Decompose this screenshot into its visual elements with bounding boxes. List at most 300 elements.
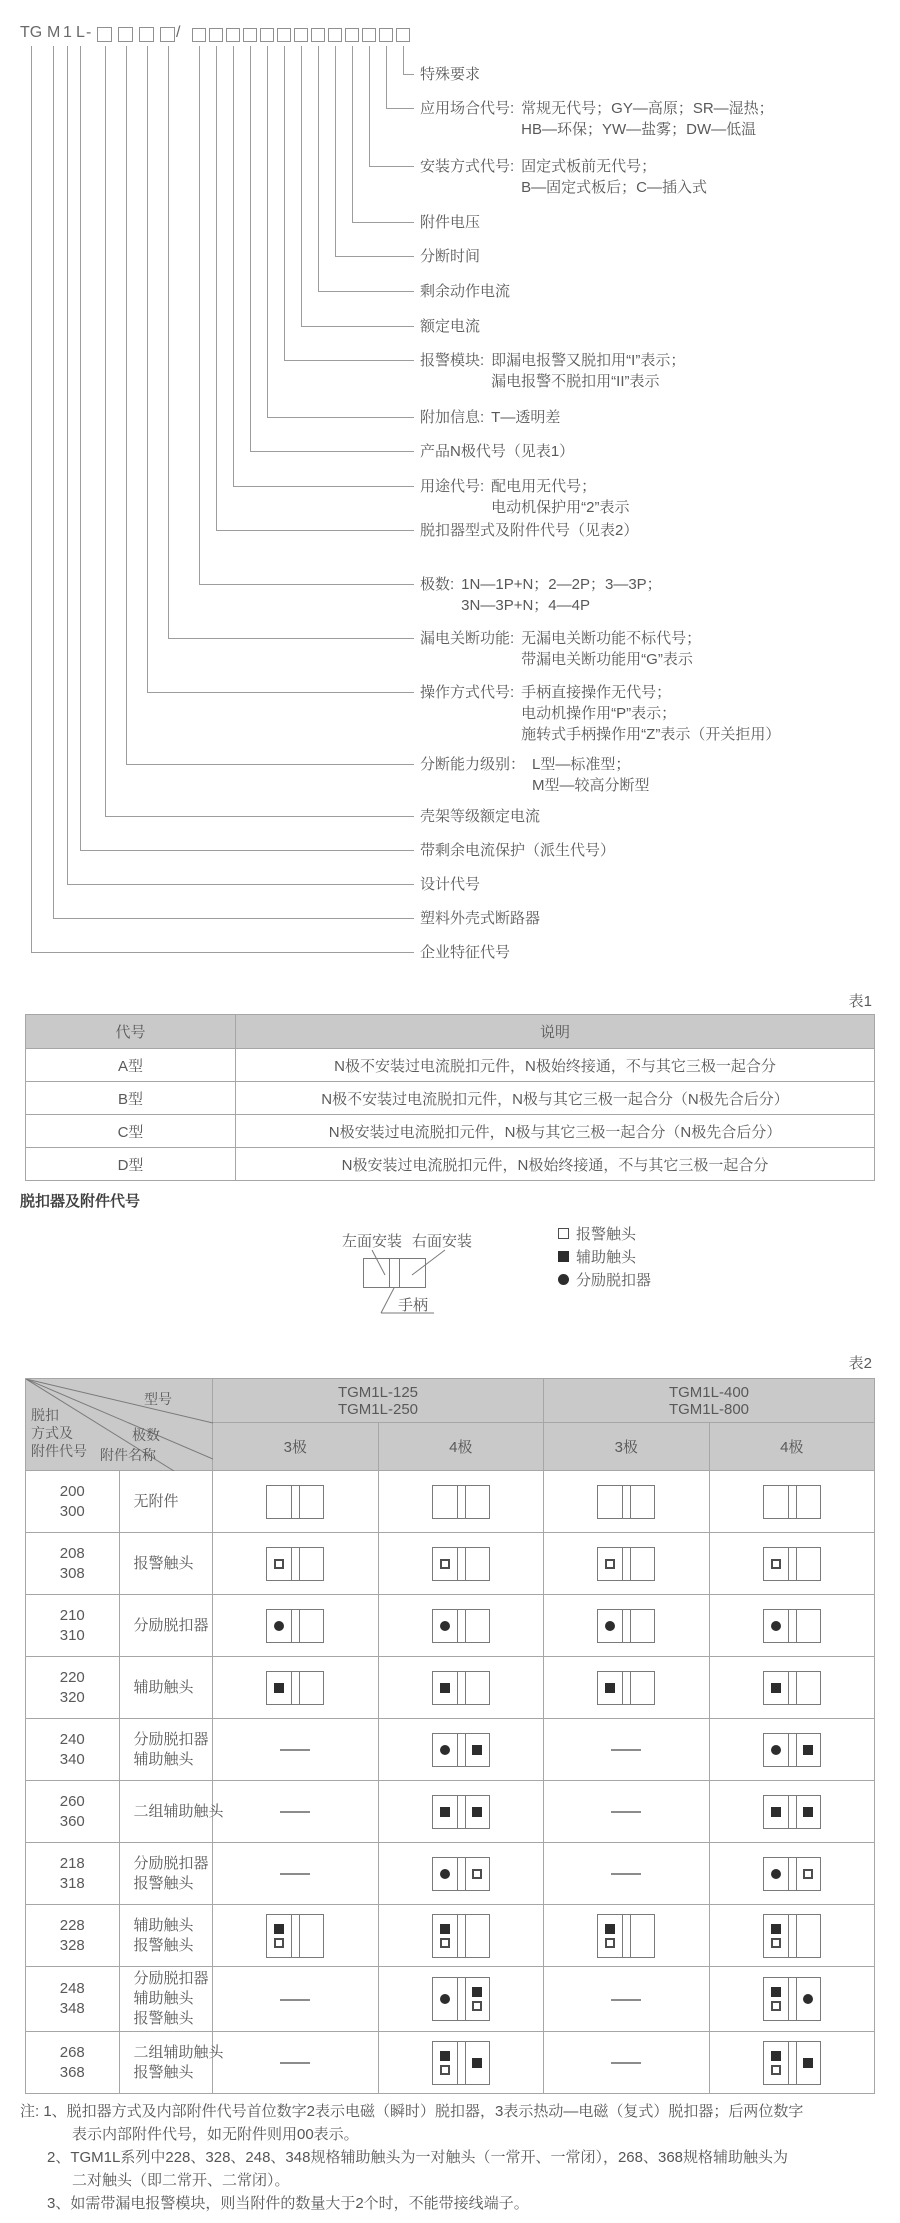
tree-label bbox=[420, 212, 487, 233]
symbol-strip-line bbox=[291, 1548, 292, 1580]
symbol-strip-line bbox=[796, 1610, 797, 1642]
breaker-symbol bbox=[763, 1795, 821, 1829]
aux-contact-marker bbox=[274, 1924, 284, 1934]
tree-label-title: 附件电压 bbox=[420, 214, 481, 231]
dot-filled-icon bbox=[558, 1274, 569, 1285]
attachment-name-cell bbox=[119, 1843, 213, 1905]
breaker-symbol bbox=[597, 1547, 655, 1581]
breaker-symbol bbox=[266, 1671, 324, 1705]
symbol-cell bbox=[544, 1595, 710, 1657]
attachment-name: 分励脱扣器 bbox=[133, 1970, 209, 1987]
note-line: 3、如需带漏电报警模块，则当附件的数量大于2个时，不能带接线端子。 bbox=[47, 2195, 529, 2212]
table1-cell: D型 bbox=[26, 1148, 236, 1181]
leader-vline bbox=[80, 46, 81, 850]
tree-label-desc-line: 带漏电关断功能用“G”表示 bbox=[521, 651, 693, 668]
symbol-strip-line bbox=[465, 1734, 466, 1766]
aux-contact-marker bbox=[771, 1987, 781, 1997]
aux-contact-marker bbox=[440, 2051, 450, 2061]
tree-label-title: 产品N极代号（见表1） bbox=[420, 443, 575, 460]
model-code-box bbox=[328, 28, 342, 42]
attachment-name-cell bbox=[119, 1781, 224, 1843]
table2-pole-header: 4极 bbox=[709, 1423, 875, 1471]
table2 bbox=[25, 1378, 875, 2094]
model-code-box bbox=[118, 27, 133, 42]
leader-vline bbox=[318, 46, 319, 291]
tree-label bbox=[420, 407, 560, 428]
tree-label-title: 额定电流 bbox=[420, 318, 481, 335]
table2-header-row-1 bbox=[26, 1379, 875, 1423]
attachment-name-cell bbox=[119, 2032, 224, 2094]
leader-hline bbox=[301, 326, 414, 327]
tree-label-desc-line: 即漏电报警又脱扣用“I”表示； bbox=[491, 352, 686, 369]
symbol-strip-line bbox=[291, 1672, 292, 1704]
tree-label-title: 塑料外壳式断路器 bbox=[420, 910, 541, 927]
tree-label-title: 应用场合代号: bbox=[420, 100, 515, 117]
leader-vline bbox=[216, 46, 217, 530]
aux-contact-marker bbox=[472, 1807, 482, 1817]
breaker-symbol bbox=[432, 1795, 490, 1829]
table2-row bbox=[26, 1967, 875, 2032]
symbol-strip-line bbox=[465, 1610, 466, 1642]
model-name: TGM1L-400 bbox=[668, 1383, 750, 1401]
attachment-name-cell bbox=[119, 1657, 213, 1719]
breaker-symbol bbox=[763, 1857, 821, 1891]
symbol-strip-line bbox=[457, 2042, 458, 2084]
trip-code: 300 bbox=[59, 1502, 85, 1520]
symbol-strip-line bbox=[299, 1672, 300, 1704]
table1-header-row bbox=[26, 1015, 875, 1049]
tree-label-desc bbox=[521, 628, 701, 670]
shunt-release-marker bbox=[771, 1869, 781, 1879]
trip-code-cell bbox=[26, 1471, 120, 1533]
symbol-strip-line bbox=[622, 1486, 623, 1518]
tree-label bbox=[420, 520, 645, 541]
symbol-cell bbox=[709, 1595, 875, 1657]
attachment-name: 分励脱扣器 bbox=[133, 1616, 209, 1634]
tree-label-desc-line: 施转式手柄操作用“Z”表示（开关拒用） bbox=[521, 726, 781, 743]
right-mount-label: 右面安装 bbox=[412, 1233, 473, 1250]
model-code-box bbox=[226, 28, 240, 42]
trip-code: 320 bbox=[59, 1688, 85, 1706]
tree-label-title: 脱扣器型式及附件代号（见表2） bbox=[420, 522, 639, 539]
tree-label bbox=[420, 628, 701, 670]
trip-code: 360 bbox=[59, 1812, 85, 1830]
no-option-dash bbox=[280, 2062, 310, 2064]
symbol-cell bbox=[544, 1657, 710, 1719]
tree-label bbox=[420, 476, 630, 518]
shunt-release-marker bbox=[274, 1621, 284, 1631]
symbol-strip-line bbox=[457, 1610, 458, 1642]
breaker-right-box bbox=[399, 1258, 426, 1288]
leader-vline bbox=[147, 46, 148, 692]
model-code-char: 1 bbox=[63, 24, 72, 41]
symbol-cell bbox=[213, 1843, 379, 1905]
leader-hline bbox=[284, 360, 414, 361]
table1-cell: N极安装过电流脱扣元件，N极与其它三极一起合分（N极先合后分） bbox=[236, 1115, 875, 1148]
model-code-tree bbox=[0, 0, 900, 990]
note-line: 二对触头（即二常开、二常闭）。 bbox=[72, 2172, 290, 2189]
symbol-strip-line bbox=[788, 1796, 789, 1828]
model-code-char: L bbox=[76, 24, 85, 41]
trip-code: 310 bbox=[59, 1626, 85, 1644]
breaker-symbol bbox=[763, 2041, 821, 2085]
tree-label-title: 分断能力级别： bbox=[420, 756, 526, 773]
symbol-strip-line bbox=[465, 1548, 466, 1580]
leader-vline bbox=[352, 46, 353, 222]
leader-vline bbox=[267, 46, 268, 417]
attachment-name: 二组辅助触头 bbox=[133, 2043, 224, 2061]
legend-item-label: 报警触头 bbox=[576, 1226, 637, 1243]
tree-label-desc-line: 电动机保护用“2”表示 bbox=[491, 499, 630, 516]
tree-label-title: 用途代号: bbox=[420, 478, 485, 495]
tree-label-title: 安装方式代号: bbox=[420, 158, 515, 175]
leader-hline bbox=[267, 417, 414, 418]
symbol-cell bbox=[213, 1595, 379, 1657]
symbol-cell bbox=[709, 1719, 875, 1781]
table1-header-cell: 说明 bbox=[236, 1015, 875, 1049]
leader-hline bbox=[168, 638, 414, 639]
no-option-dash bbox=[611, 1999, 641, 2001]
tree-label-title: 极数: bbox=[420, 576, 455, 593]
aux-contact-marker bbox=[472, 1745, 482, 1755]
symbol-cell bbox=[544, 2032, 710, 2094]
attachment-name: 报警触头 bbox=[133, 2063, 194, 2081]
symbol-cell bbox=[709, 2032, 875, 2094]
symbol-cell bbox=[544, 1719, 710, 1781]
notes bbox=[20, 2100, 890, 2215]
leader-hline bbox=[67, 884, 414, 885]
model-code-char: M bbox=[47, 24, 61, 41]
symbol-strip-line bbox=[465, 1796, 466, 1828]
no-option-dash bbox=[611, 1749, 641, 1751]
table2-corner-cell bbox=[26, 1379, 213, 1471]
trip-code: 208 bbox=[59, 1544, 85, 1562]
table1-header-cell: 代号 bbox=[26, 1015, 236, 1049]
no-option-dash bbox=[611, 1873, 641, 1875]
legend-item-label: 辅助触头 bbox=[576, 1249, 637, 1266]
tree-label-desc-line: 漏电报警不脱扣用“II”表示 bbox=[491, 373, 660, 390]
alarm-contact-marker bbox=[440, 1559, 450, 1569]
symbol-strip-line bbox=[796, 1978, 797, 2020]
breaker-symbol bbox=[763, 1977, 821, 2021]
leader-hline bbox=[250, 451, 414, 452]
symbol-cell bbox=[544, 1905, 710, 1967]
symbol-cell bbox=[709, 1533, 875, 1595]
model-code-box bbox=[345, 28, 359, 42]
table2-row bbox=[26, 1595, 875, 1657]
alarm-contact-marker bbox=[274, 1938, 284, 1948]
symbol-strip-line bbox=[796, 1672, 797, 1704]
tree-label bbox=[420, 574, 662, 616]
tree-label-desc bbox=[461, 574, 662, 616]
leader-vline bbox=[105, 46, 106, 816]
symbol-strip-line bbox=[291, 1915, 292, 1957]
table1-cell: N极不安装过电流脱扣元件，N极始终接通，不与其它三极一起合分 bbox=[236, 1049, 875, 1082]
symbol-cell bbox=[378, 1471, 544, 1533]
leader-hline bbox=[216, 530, 414, 531]
tree-label-desc-line: 无漏电关断功能不标代号； bbox=[521, 630, 702, 647]
aux-contact-marker bbox=[771, 1807, 781, 1817]
attachment-name: 辅助触头 bbox=[133, 1990, 194, 2007]
leader-vline bbox=[53, 46, 54, 918]
breaker-symbol bbox=[432, 1733, 490, 1767]
trip-code: 268 bbox=[59, 2043, 85, 2061]
alarm-contact-marker bbox=[440, 1938, 450, 1948]
symbol-cell bbox=[213, 1533, 379, 1595]
alarm-contact-marker bbox=[771, 1938, 781, 1948]
aux-contact-marker bbox=[605, 1683, 615, 1693]
model-code-box bbox=[294, 28, 308, 42]
alarm-contact-marker bbox=[803, 1869, 813, 1879]
tree-label-title: 漏电关断功能: bbox=[420, 630, 515, 647]
leader-vline bbox=[369, 46, 370, 166]
shunt-release-marker bbox=[440, 1994, 450, 2004]
table2-row bbox=[26, 1657, 875, 1719]
symbol-strip-line bbox=[465, 1978, 466, 2020]
leader-hline bbox=[335, 256, 414, 257]
breaker-symbol bbox=[432, 1671, 490, 1705]
alarm-contact-marker bbox=[440, 2065, 450, 2075]
symbol-strip-line bbox=[457, 1486, 458, 1518]
aux-contact-marker bbox=[771, 2051, 781, 2061]
symbol-cell bbox=[709, 1967, 875, 2032]
table1-row bbox=[26, 1148, 875, 1181]
leader-hline bbox=[31, 952, 414, 953]
table1-row bbox=[26, 1115, 875, 1148]
table2-row bbox=[26, 1471, 875, 1533]
tree-label-title: 特殊要求 bbox=[420, 66, 481, 83]
note-line: 2、TGM1L系列中228、328、248、348规格辅助触头为一对触头（一常开、一常闭），268、368规格辅助触头为 bbox=[47, 2149, 789, 2166]
symbol-strip-line bbox=[622, 1610, 623, 1642]
model-code-box bbox=[260, 28, 274, 42]
model-code-box bbox=[379, 28, 393, 42]
alarm-contact-marker bbox=[771, 2065, 781, 2075]
tree-label-title: 企业特征代号 bbox=[420, 944, 511, 961]
symbol-strip-line bbox=[796, 1858, 797, 1890]
table2-row bbox=[26, 1843, 875, 1905]
aux-contact-marker bbox=[440, 1924, 450, 1934]
handle-label: 手柄 bbox=[398, 1297, 429, 1314]
shunt-release-marker bbox=[803, 1994, 813, 2004]
corner-trip-label: 附件代号 bbox=[31, 1443, 87, 1459]
tree-label bbox=[420, 806, 547, 827]
tree-label-desc-line: 配电用无代号； bbox=[491, 478, 597, 495]
table1 bbox=[25, 1014, 875, 1181]
tree-label-desc-line: M型—较高分断型 bbox=[532, 777, 650, 794]
no-option-dash bbox=[280, 1873, 310, 1875]
trip-code: 220 bbox=[59, 1668, 85, 1686]
model-code-box bbox=[396, 28, 410, 42]
table2-row bbox=[26, 1533, 875, 1595]
symbol-strip-line bbox=[630, 1672, 631, 1704]
tree-label bbox=[420, 840, 622, 861]
trip-code-cell bbox=[26, 2032, 120, 2094]
leader-hline bbox=[352, 222, 414, 223]
aux-contact-marker bbox=[605, 1924, 615, 1934]
aux-contact-marker bbox=[771, 1924, 781, 1934]
leader-vline bbox=[126, 46, 127, 764]
breaker-symbol bbox=[597, 1609, 655, 1643]
symbol-strip-line bbox=[465, 2042, 466, 2084]
alarm-contact-marker bbox=[472, 2001, 482, 2011]
model-code-box bbox=[243, 28, 257, 42]
aux-contact-marker bbox=[771, 1683, 781, 1693]
symbol-strip-line bbox=[788, 1548, 789, 1580]
attachment-name-cell bbox=[119, 1719, 213, 1781]
symbol-cell bbox=[378, 1967, 544, 2032]
symbol-cell bbox=[378, 1719, 544, 1781]
symbol-strip-line bbox=[291, 1610, 292, 1642]
table1-caption: 表1 bbox=[848, 993, 872, 1010]
leader-hline bbox=[233, 486, 414, 487]
symbol-strip-line bbox=[788, 1734, 789, 1766]
corner-trip-label: 方式及 bbox=[31, 1425, 73, 1441]
symbol-cell bbox=[709, 1781, 875, 1843]
symbol-cell bbox=[544, 1471, 710, 1533]
tree-label-title: 设计代号 bbox=[420, 876, 481, 893]
tree-label bbox=[420, 98, 774, 140]
symbol-strip-line bbox=[465, 1672, 466, 1704]
leader-hline bbox=[199, 584, 414, 585]
symbol-strip-line bbox=[465, 1858, 466, 1890]
leader-hline bbox=[126, 764, 414, 765]
model-code-box bbox=[311, 28, 325, 42]
symbol-strip-line bbox=[622, 1548, 623, 1580]
corner-trip-label: 脱扣 bbox=[31, 1407, 59, 1423]
leader-vline bbox=[335, 46, 336, 256]
leader-hline bbox=[147, 692, 414, 693]
table1-cell: B型 bbox=[26, 1082, 236, 1115]
leader-vline bbox=[386, 46, 387, 108]
tree-label-desc-line: B—固定式板后；C—插入式 bbox=[521, 179, 708, 196]
symbol-cell bbox=[709, 1843, 875, 1905]
symbol-strip-line bbox=[457, 1858, 458, 1890]
symbol-cell bbox=[378, 1595, 544, 1657]
trip-section-title: 脱扣器及附件代号 bbox=[20, 1193, 141, 1210]
tree-label-desc-line: 固定式板前无代号； bbox=[521, 158, 657, 175]
tree-label-desc-line: T—透明差 bbox=[491, 409, 561, 426]
model-code-char: TG bbox=[20, 24, 43, 41]
corner-model-label: 型号 bbox=[144, 1391, 172, 1407]
tree-label bbox=[420, 874, 487, 895]
trip-code-cell bbox=[26, 1905, 120, 1967]
tree-label bbox=[420, 942, 517, 963]
trip-code: 200 bbox=[59, 1482, 85, 1500]
breaker-symbol bbox=[763, 1547, 821, 1581]
aux-contact-marker bbox=[440, 1683, 450, 1693]
model-code-box bbox=[160, 27, 175, 42]
trip-code: 210 bbox=[59, 1606, 85, 1624]
no-option-dash bbox=[611, 1811, 641, 1813]
breaker-symbol bbox=[266, 1485, 324, 1519]
tree-label-desc-line: L型—标准型； bbox=[532, 756, 631, 773]
symbol-strip-line bbox=[630, 1610, 631, 1642]
trip-code-cell bbox=[26, 1533, 120, 1595]
left-mount-label: 左面安装 bbox=[342, 1233, 403, 1250]
trip-code: 348 bbox=[59, 2000, 85, 2017]
model-name: TGM1L-125 bbox=[337, 1383, 419, 1401]
attachment-name: 报警触头 bbox=[133, 2010, 194, 2027]
breaker-symbol bbox=[763, 1914, 821, 1958]
symbol-strip-line bbox=[796, 1486, 797, 1518]
symbol-cell bbox=[213, 1719, 379, 1781]
no-option-dash bbox=[280, 1999, 310, 2001]
trip-code-cell bbox=[26, 1843, 120, 1905]
aux-contact-marker bbox=[803, 2058, 813, 2068]
legend-item bbox=[558, 1222, 651, 1245]
leader-hline bbox=[318, 291, 414, 292]
aux-contact-marker bbox=[472, 1987, 482, 1997]
shunt-release-marker bbox=[440, 1745, 450, 1755]
alarm-contact-marker bbox=[771, 2001, 781, 2011]
breaker-symbol bbox=[432, 2041, 490, 2085]
breaker-symbol bbox=[763, 1671, 821, 1705]
model-code-box bbox=[277, 28, 291, 42]
corner-poles-label: 极数 bbox=[132, 1427, 160, 1443]
table2-row bbox=[26, 1719, 875, 1781]
symbol-cell bbox=[378, 1657, 544, 1719]
table2-caption: 表2 bbox=[848, 1355, 872, 1372]
leader-hline bbox=[53, 918, 414, 919]
leader-hline bbox=[403, 74, 414, 75]
attachment-name: 分励脱扣器 bbox=[133, 1730, 209, 1748]
attachment-name-cell bbox=[119, 1533, 213, 1595]
aux-contact-marker bbox=[803, 1807, 813, 1817]
tree-label-desc bbox=[532, 754, 650, 796]
symbol-strip-line bbox=[457, 1548, 458, 1580]
table1-cell: N极安装过电流脱扣元件，N极始终接通，不与其它三极一起合分 bbox=[236, 1148, 875, 1181]
attachment-name: 二组辅助触头 bbox=[133, 1802, 224, 1820]
attachment-name: 报警触头 bbox=[133, 1874, 194, 1892]
tree-label bbox=[420, 246, 487, 267]
shunt-release-marker bbox=[771, 1745, 781, 1755]
breaker-symbol bbox=[432, 1857, 490, 1891]
table1-cell: C型 bbox=[26, 1115, 236, 1148]
trip-code-cell bbox=[26, 1781, 120, 1843]
attachment-name: 报警触头 bbox=[133, 1554, 194, 1572]
alarm-contact-marker bbox=[771, 1559, 781, 1569]
attachment-name: 辅助触头 bbox=[133, 1916, 194, 1934]
trip-code-cell bbox=[26, 1967, 120, 2032]
symbol-strip-line bbox=[457, 1796, 458, 1828]
trip-code-cell bbox=[26, 1657, 120, 1719]
symbol-strip-line bbox=[465, 1915, 466, 1957]
alarm-contact-marker bbox=[605, 1559, 615, 1569]
leader-vline bbox=[250, 46, 251, 451]
symbol-strip-line bbox=[788, 1610, 789, 1642]
symbol-cell bbox=[709, 1471, 875, 1533]
attachment-name-cell bbox=[119, 1471, 213, 1533]
trip-code: 218 bbox=[59, 1854, 85, 1872]
symbol-strip-line bbox=[796, 1915, 797, 1957]
model-code-box bbox=[139, 27, 154, 42]
table2-pole-header: 3极 bbox=[544, 1423, 710, 1471]
symbol-strip-line bbox=[457, 1978, 458, 2020]
leader-hline bbox=[105, 816, 414, 817]
corner-attachment-label: 附件名称 bbox=[100, 1447, 156, 1463]
tree-label-desc-line: 手柄直接操作无代号； bbox=[521, 684, 672, 701]
trip-code: 260 bbox=[59, 1792, 85, 1810]
symbol-cell bbox=[709, 1657, 875, 1719]
symbol-strip-line bbox=[788, 1978, 789, 2020]
aux-contact-marker bbox=[803, 1745, 813, 1755]
leader-hline bbox=[386, 108, 414, 109]
symbol-strip-line bbox=[788, 1486, 789, 1518]
tree-label-desc bbox=[491, 476, 629, 518]
square-filled-icon bbox=[558, 1251, 569, 1262]
trip-code: 318 bbox=[59, 1874, 85, 1892]
tree-label-title: 带剩余电流保护（派生代号） bbox=[420, 842, 616, 859]
